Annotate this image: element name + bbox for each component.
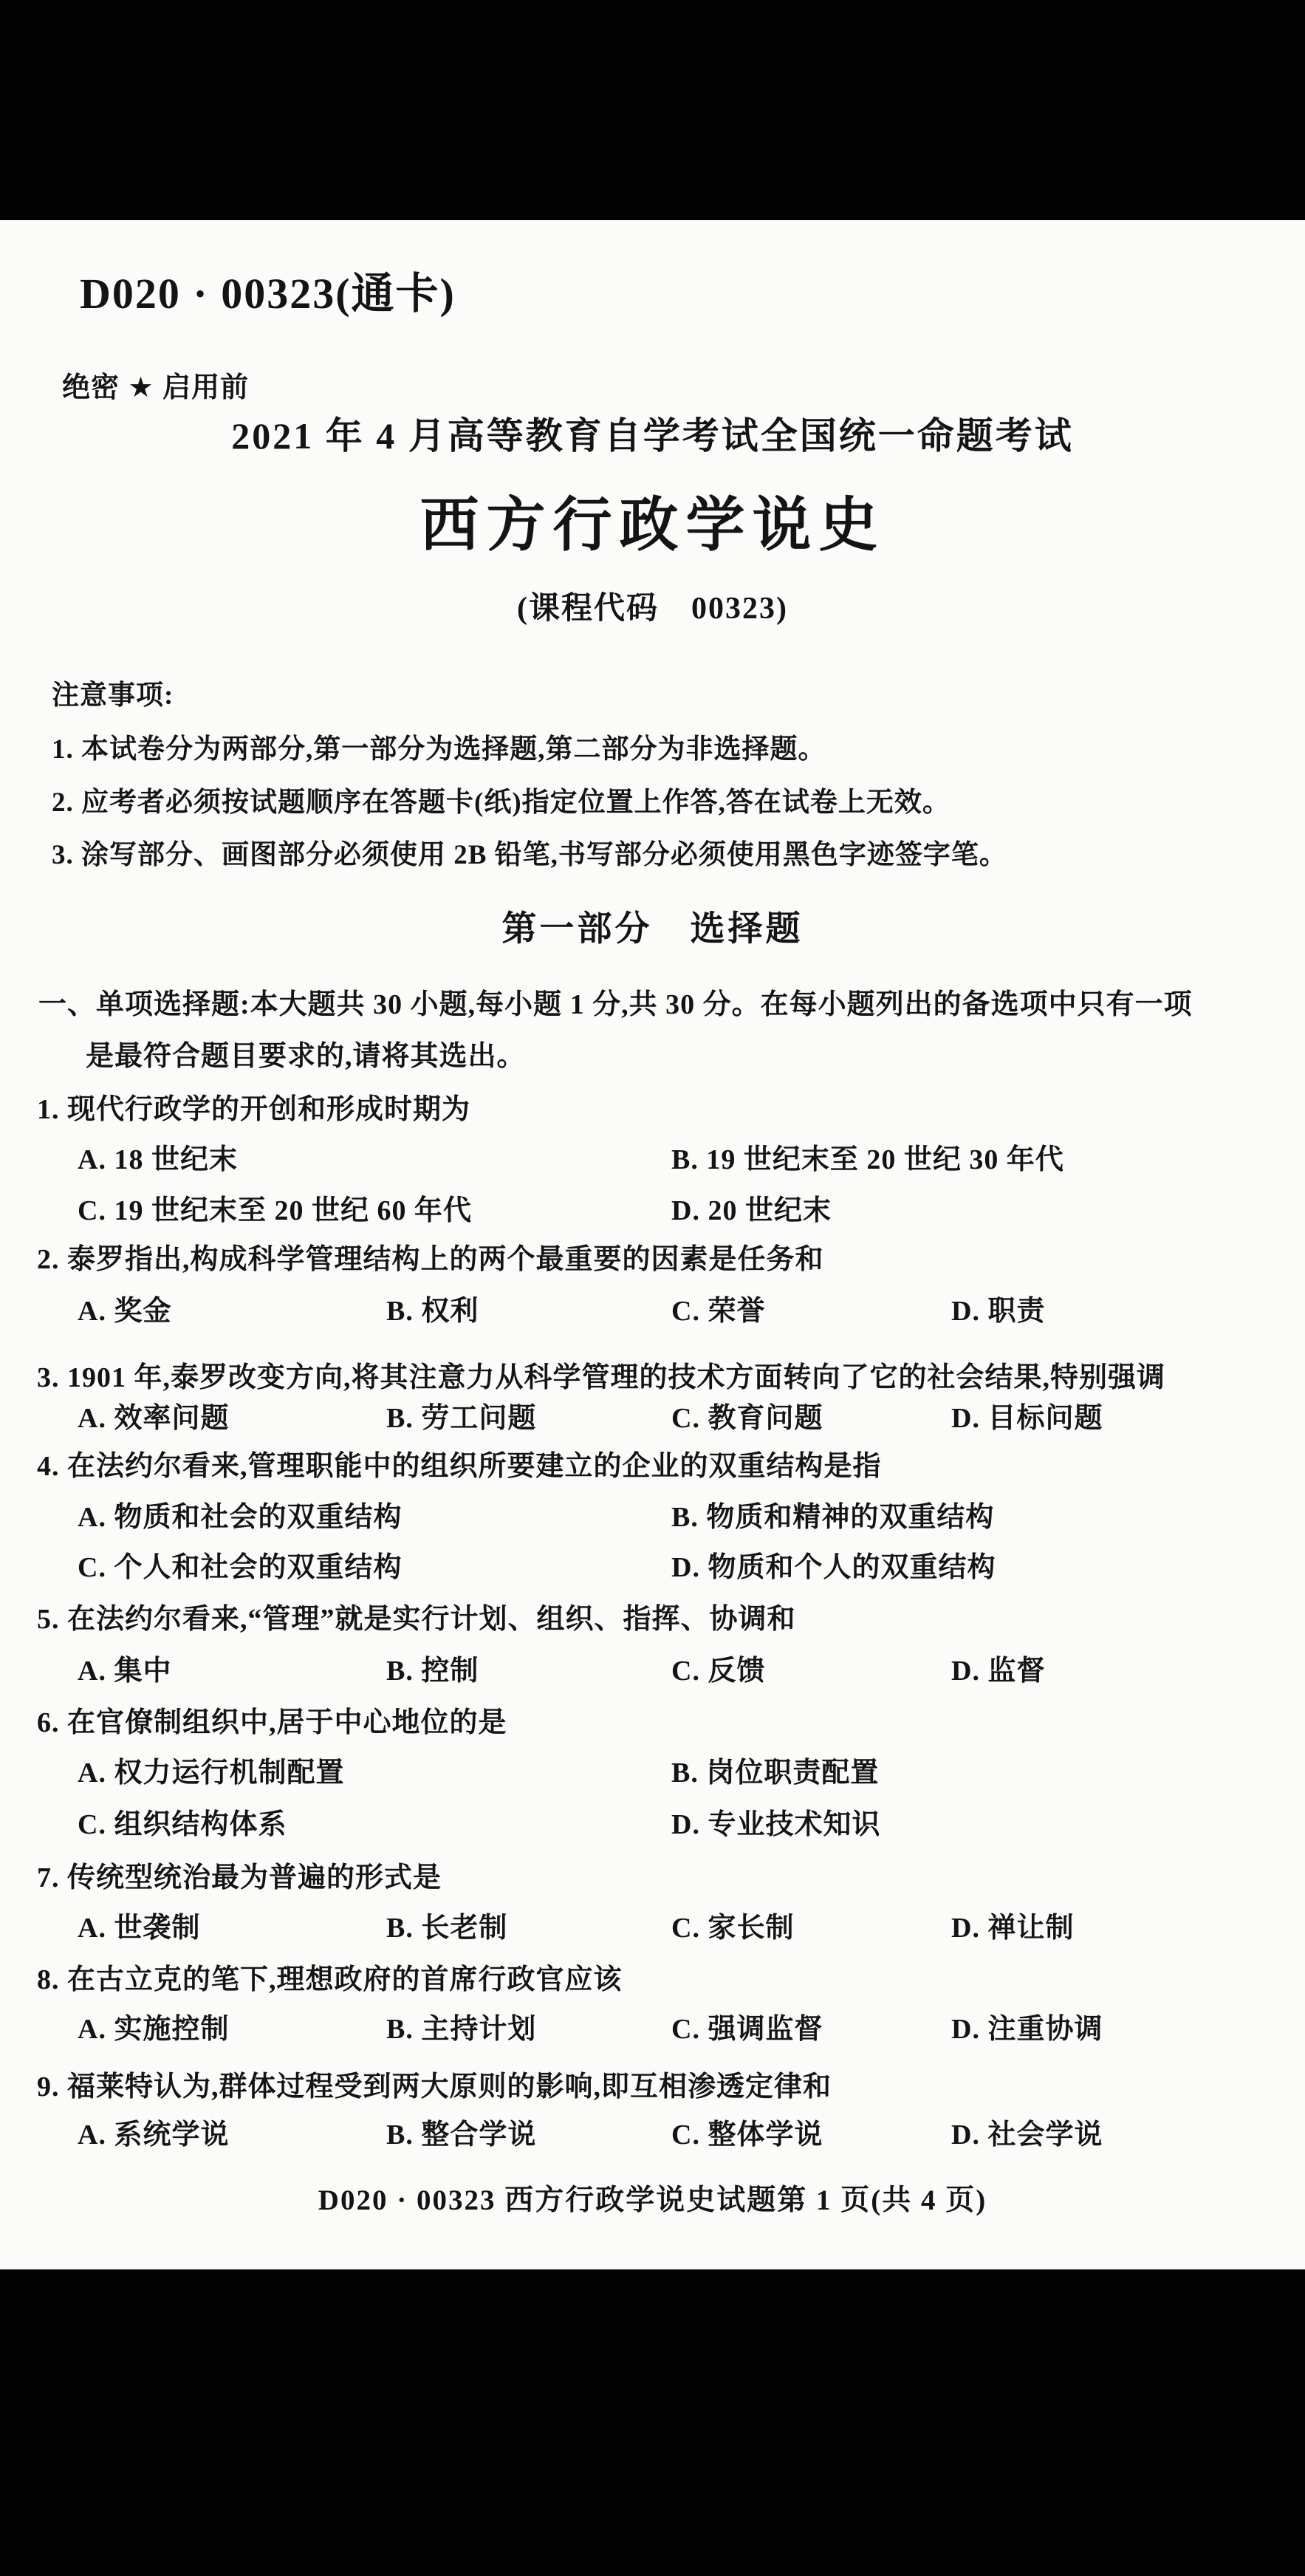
question-2-stem: 2. 泰罗指出,构成科学管理结构上的两个最重要的因素是任务和 [37, 1244, 824, 1275]
course-title: 西方行政学说史 [419, 493, 886, 558]
question-5-options-row [0, 1647, 1305, 1687]
question-1-option-b: B. 19 世纪末至 20 世纪 30 年代 [671, 1144, 1064, 1175]
question-3-option-c: C. 教育问题 [671, 1403, 823, 1434]
question-3-options-row [0, 1395, 1305, 1432]
question-9-option-c: C. 整体学说 [671, 2119, 823, 2150]
question-2-option-c: C. 荣誉 [671, 1296, 766, 1327]
question-3-option-a: A. 效率问题 [78, 1403, 230, 1434]
question-7-option-a: A. 世袭制 [78, 1913, 201, 1944]
question-7-options-row [0, 1904, 1305, 1944]
question-6-option-a: A. 权力运行机制配置 [78, 1757, 345, 1788]
question-4-options-row-1 [0, 1494, 1305, 1531]
page-footer: D020 · 00323 西方行政学说史试题第 1 页(共 4 页) [318, 2184, 987, 2216]
security-classification-label: 绝密 ★ 启用前 [62, 372, 250, 403]
question-8-options-row [0, 2006, 1305, 2043]
exam-code-header: D020 · 00323(通卡) [80, 270, 456, 318]
question-5-option-d: D. 监督 [951, 1656, 1046, 1687]
question-6-option-b: B. 岗位职责配置 [671, 1757, 880, 1788]
part1-heading: 第一部分 选择题 [501, 910, 804, 949]
question-7-option-b: B. 长老制 [386, 1913, 508, 1944]
question-1-stem: 1. 现代行政学的开创和形成时期为 [37, 1094, 471, 1125]
question-2-option-b: B. 权利 [386, 1296, 479, 1327]
question-3-stem: 3. 1901 年,泰罗改变方向,将其注意力从科学管理的技术方面转向了它的社会结果,特别强调 [37, 1362, 1166, 1393]
question-4-option-a: A. 物质和社会的双重结构 [78, 1502, 403, 1533]
question-6-options-row-2 [0, 1801, 1305, 1838]
note-item-1: 1. 本试卷分为两部分,第一部分为选择题,第二部分为非选择题。 [52, 734, 826, 765]
question-2-option-a: A. 奖金 [78, 1296, 172, 1327]
scanner-black-band-top [0, 0, 1305, 220]
question-4-option-d: D. 物质和个人的双重结构 [671, 1552, 996, 1583]
question-9-option-d: D. 社会学说 [951, 2119, 1103, 2150]
question-3-option-b: B. 劳工问题 [386, 1403, 537, 1434]
question-1-options-row-2 [0, 1187, 1305, 1224]
question-8-option-d: D. 注重协调 [951, 2014, 1103, 2045]
question-4-options-row-2 [0, 1544, 1305, 1581]
exam-session-title: 2021 年 4 月高等教育自学考试全国统一命题考试 [231, 415, 1074, 457]
question-3-option-d: D. 目标问题 [951, 1403, 1103, 1434]
scanner-black-band-bottom [0, 2269, 1305, 2576]
question-7-option-c: C. 家长制 [671, 1913, 795, 1944]
exam-paper-page [0, 220, 1305, 2269]
question-2-options-row [0, 1288, 1305, 1325]
section-instructions-line2: 是最符合题目要求的,请将其选出。 [86, 1041, 526, 1072]
question-8-option-c: C. 强调监督 [671, 2014, 823, 2045]
question-1-option-a: A. 18 世纪末 [78, 1144, 238, 1175]
question-4-stem: 4. 在法约尔看来,管理职能中的组织所要建立的企业的双重结构是指 [37, 1451, 882, 1482]
question-5-option-c: C. 反馈 [671, 1656, 766, 1687]
question-1-options-row-1 [0, 1136, 1305, 1173]
note-item-3: 3. 涂写部分、画图部分必须使用 2B 铅笔,书写部分必须使用黑色字迹签字笔。 [52, 840, 1007, 870]
question-4-option-c: C. 个人和社会的双重结构 [78, 1552, 403, 1583]
question-6-option-d: D. 专业技术知识 [671, 1809, 881, 1840]
question-9-stem: 9. 福莱特认为,群体过程受到两大原则的影响,即互相渗透定律和 [37, 2071, 832, 2102]
notes-section-title: 注意事项: [52, 680, 174, 711]
question-5-stem: 5. 在法约尔看来,“管理”就是实行计划、组织、指挥、协调和 [37, 1604, 796, 1635]
section-instructions-line1: 一、单项选择题:本大题共 30 小题,每小题 1 分,共 30 分。在每小题列出的备选项中只有一项 [38, 989, 1193, 1020]
question-9-options-row [0, 2111, 1305, 2148]
question-4-option-b: B. 物质和精神的双重结构 [671, 1502, 995, 1533]
question-8-stem: 8. 在古立克的笔下,理想政府的首席行政官应该 [37, 1964, 623, 1995]
question-8-option-a: A. 实施控制 [78, 2014, 230, 2045]
question-6-option-c: C. 组织结构体系 [78, 1809, 287, 1840]
note-item-2: 2. 应考者必须按试题顺序在答题卡(纸)指定位置上作答,答在试卷上无效。 [52, 788, 951, 818]
course-code-line: (课程代码 00323) [517, 592, 788, 626]
question-6-stem: 6. 在官僚制组织中,居于中心地位的是 [37, 1707, 507, 1738]
question-9-option-b: B. 整合学说 [386, 2119, 537, 2150]
question-2-option-d: D. 职责 [951, 1296, 1046, 1327]
question-1-option-d: D. 20 世纪末 [671, 1195, 832, 1226]
question-9-option-a: A. 系统学说 [78, 2119, 230, 2150]
question-5-option-a: A. 集中 [78, 1656, 172, 1687]
question-8-option-b: B. 主持计划 [386, 2014, 537, 2045]
question-1-option-c: C. 19 世纪末至 20 世纪 60 年代 [78, 1195, 472, 1226]
question-6-options-row-1 [0, 1749, 1305, 1786]
question-7-option-d: D. 禅让制 [951, 1913, 1075, 1944]
question-5-option-b: B. 控制 [386, 1656, 479, 1687]
question-7-stem: 7. 传统型统治最为普遍的形式是 [37, 1862, 442, 1893]
